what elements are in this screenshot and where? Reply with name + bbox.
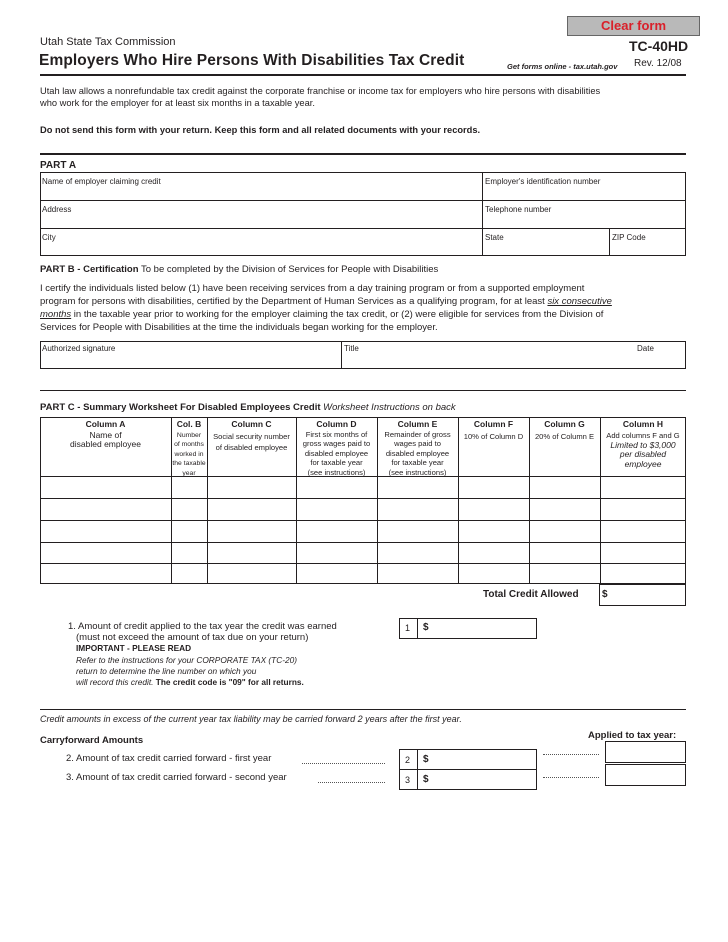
- carryforward-note: Credit amounts in excess of the current year tax liability may be carried forward 2 years after the first year.: [40, 714, 462, 724]
- part-c-note: Worksheet Instructions on back: [323, 402, 456, 413]
- cert-line-1: I certify the individuals listed below (1) have been receiving services from a day training program or from a supported employment: [40, 283, 585, 294]
- state-field[interactable]: State: [485, 233, 504, 242]
- date-field[interactable]: Date: [637, 344, 654, 353]
- total-dollar-sign: $: [602, 589, 608, 600]
- zip-field[interactable]: ZIP Code: [612, 233, 646, 242]
- section-rule: [40, 709, 686, 710]
- intro-line-2: who work for the employer for at least six months in a taxable year.: [40, 98, 315, 108]
- line-3-dollar: $: [423, 774, 429, 785]
- column-e-header: Column E Remainder of gross wages paid to disabled employee for taxable year (see instructions): [384, 419, 451, 477]
- form-title: Employers Who Hire Persons With Disabilities Tax Credit: [39, 52, 465, 69]
- line-1-input[interactable]: [417, 618, 537, 639]
- agency-name: Utah State Tax Commission: [40, 36, 176, 48]
- line-1-text-2: (must not exceed the amount of tax due on your return): [76, 632, 309, 643]
- table-row[interactable]: [41, 543, 685, 563]
- employer-name-field[interactable]: Name of employer claiming credit: [42, 177, 161, 186]
- total-credit-label: Total Credit Allowed: [483, 589, 579, 600]
- line-2-dollar: $: [423, 754, 429, 765]
- form-number: TC-40HD: [629, 38, 689, 54]
- column-c-header: Column C Social security number of disabled employee: [213, 419, 290, 452]
- part-b-subheading: To be completed by the Division of Services for People with Disabilities: [141, 264, 439, 275]
- column-g-header: Column G 20% of Column E: [534, 419, 595, 441]
- column-f-header: Column F 10% of Column D: [463, 419, 524, 441]
- line-2-input[interactable]: [417, 749, 537, 770]
- cert-line-2: program for persons with disabilities, certified by the Department of Human Services as a qualifying program, for at least: [40, 296, 548, 307]
- total-credit-input[interactable]: [599, 584, 686, 606]
- part-c-heading: PART C - Summary Worksheet For Disabled Employees Credit: [40, 402, 321, 413]
- table-row[interactable]: [41, 521, 685, 542]
- table-row[interactable]: [41, 499, 685, 520]
- line-1-text: 1. Amount of credit applied to the tax year the credit was earned: [68, 621, 337, 632]
- cert-line-3: in the taxable year prior to working for the employer claiming the tax credit, or (2) were eligible for services from the Division of: [71, 309, 604, 320]
- line-3-input[interactable]: [417, 769, 537, 790]
- column-d-header: Column D First six months of gross wages paid to disabled employee for taxable year (see instructions): [302, 419, 371, 477]
- line-3-tax-year-input[interactable]: [605, 764, 686, 786]
- cert-underline-1: six consecutive: [547, 296, 612, 307]
- table-row[interactable]: [41, 564, 685, 583]
- part-a-heading: PART A: [40, 160, 77, 171]
- table-row[interactable]: [41, 477, 685, 498]
- line-2-text: 2. Amount of tax credit carried forward - first year: [66, 753, 272, 764]
- column-a-header: Column A Name of disabled employee: [70, 419, 141, 449]
- instructions-line-1: Refer to the instructions for your CORPORATE TAX (TC-20): [76, 655, 298, 665]
- column-b-header: Col. B Number of months worked in the taxable year: [172, 419, 206, 477]
- clear-form-button[interactable]: Clear form: [567, 16, 700, 36]
- applied-to-tax-year-label: Applied to tax year:: [588, 730, 677, 741]
- instructions-line-3: will record this credit.: [76, 677, 154, 687]
- column-h-header: Column H Add columns F and G Limited to $3,000 per disabled employee: [606, 419, 680, 469]
- cert-underline-2: months: [40, 309, 72, 320]
- section-rule: [40, 153, 686, 155]
- part-b-heading: PART B - Certification: [40, 264, 139, 275]
- line-1-dollar: $: [423, 622, 429, 633]
- line-2-number: 2: [405, 755, 411, 765]
- intro-notice: Do not send this form with your return. Keep this form and all related documents with your records.: [40, 125, 481, 135]
- important-label: IMPORTANT - PLEASE READ: [76, 643, 192, 653]
- revision: Rev. 12/08: [634, 58, 682, 69]
- section-rule: [40, 390, 686, 391]
- line-1-number: 1: [405, 623, 411, 633]
- carryforward-heading: Carryforward Amounts: [40, 735, 144, 746]
- ein-field[interactable]: Employer's identification number: [485, 177, 601, 186]
- instructions-line-2: return to determine the line number on which you: [76, 666, 257, 676]
- telephone-field[interactable]: Telephone number: [485, 205, 552, 214]
- address-field[interactable]: Address: [42, 205, 72, 214]
- credit-code-text: The credit code is "09" for all returns.: [155, 677, 304, 687]
- line-3-text: 3. Amount of tax credit carried forward - second year: [66, 772, 287, 783]
- title-field[interactable]: Title: [344, 344, 359, 353]
- signature-field[interactable]: Authorized signature: [42, 344, 116, 353]
- city-field[interactable]: City: [42, 233, 56, 242]
- intro-line-1: Utah law allows a nonrefundable tax credit against the corporate franchise or income tax for employers who hire persons with disabilities: [40, 86, 601, 96]
- line-2-tax-year-input[interactable]: [605, 741, 686, 763]
- cert-line-4: Services for People with Disabilities at the time the individuals began working for the employer.: [40, 322, 438, 333]
- header-rule: [40, 74, 686, 76]
- online-link-text: Get forms online - tax.utah.gov: [507, 62, 618, 71]
- part-b-signature-table: [40, 341, 686, 369]
- line-3-number: 3: [405, 775, 411, 785]
